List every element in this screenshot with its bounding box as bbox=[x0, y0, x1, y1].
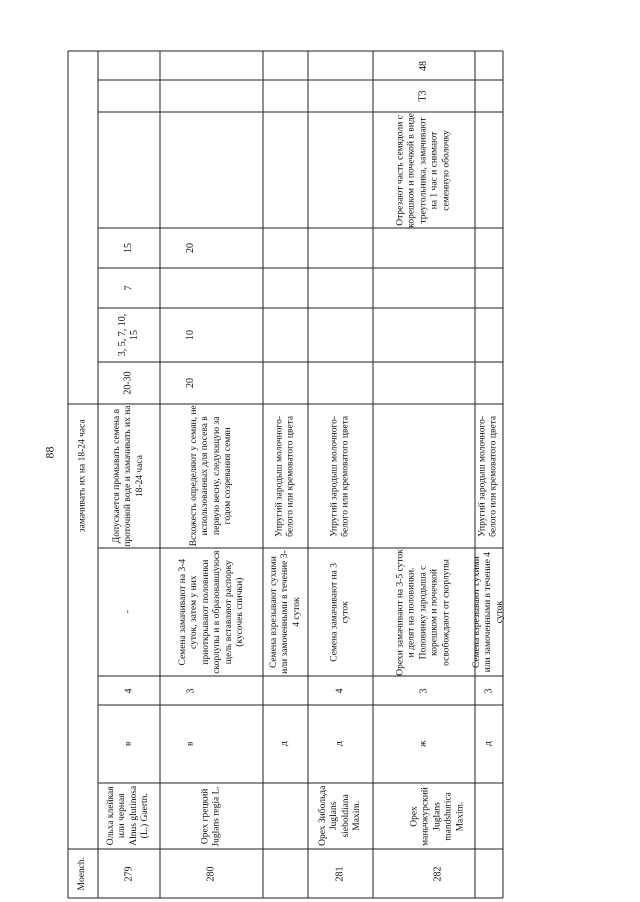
header-prep-cell: замачивать их на 18-24 часа bbox=[77, 419, 88, 533]
header-name-cell: Moench. bbox=[77, 856, 88, 891]
row-282-c10: Т3 bbox=[417, 90, 429, 102]
row-279-plant: Ольха клейкая или черная Alnus glutinosa (L.) Gaertn. bbox=[106, 786, 151, 846]
row-282-plant: Орех маньчжурский Juglans mandshurica Maxim. bbox=[409, 786, 466, 846]
row-280b-treatment: Семена взрезывают сухими или замоченными в течение 3-4 суток bbox=[268, 550, 302, 674]
row-282b-col3: 3 bbox=[483, 688, 494, 693]
row-281-treatment: Семена замачивают на 3 суток bbox=[329, 562, 351, 662]
row-282-note: Отрезают часть семядоли с корешком и почечкой в виде треугольника, замачивают на 1 час и снимают семенную оболочку bbox=[395, 112, 452, 228]
row-282b-group: д bbox=[483, 741, 494, 747]
row-281-preparation: Упругий зародыш молочного-белого или кремоватого цвета bbox=[329, 415, 351, 537]
row-279-c7: 7 bbox=[123, 285, 134, 291]
row-280-c8: 20 bbox=[185, 243, 196, 253]
row-282-id: 282 bbox=[432, 866, 443, 881]
row-279-c8: 15 bbox=[123, 243, 134, 253]
row-281-id: 281 bbox=[334, 866, 346, 881]
row-279-days: 3, 5, 7, 10, 15 bbox=[117, 313, 140, 357]
row-280-days: 10 bbox=[185, 330, 196, 340]
row-282b-preparation: Упругий зародыш молочного-белого или кремоватого цвета bbox=[477, 415, 499, 537]
row-282-col3: 3 bbox=[418, 688, 429, 693]
row-282-treatment: Орехи замачивают на 3-5 суток и делят на половинки. Половинку зародыша с корешком и почечкой освобождают от скорлупы bbox=[395, 548, 452, 676]
row-280-id: 280 bbox=[205, 866, 217, 881]
row-281-plant: Орех Зибольда Juglans sieboldiana Maxim. bbox=[317, 785, 362, 847]
row-279-temp: 20-30 bbox=[123, 371, 134, 395]
row-280b-group: д bbox=[279, 741, 290, 747]
row-279-col3: 4 bbox=[123, 688, 134, 693]
row-279-treatment: - bbox=[123, 610, 134, 614]
row-280-plant: Орех грецкий Juglans regia L. bbox=[200, 785, 222, 847]
row-279-id: 279 bbox=[123, 866, 134, 881]
row-282-group: ж bbox=[418, 740, 429, 748]
row-281-col3: 4 bbox=[334, 688, 346, 693]
row-280b-preparation: Упругий зародыш молочного-белого или кремоватого цвета bbox=[274, 415, 296, 537]
row-281-group: д bbox=[334, 741, 345, 747]
row-280-preparation: Всхожесть определяют у семян, не использованных для посева в первую весну, следующую за годом созревания семян bbox=[188, 405, 233, 547]
row-280-treatment: Семена замачивают на 3-4 суток, затем у них приоткрывают половинки скорлупы и в образовавшуюся щель вставляют распорку (кусочек спички) bbox=[177, 550, 245, 674]
row-280-temp: 20 bbox=[185, 378, 196, 388]
row-282b-treatment: Семена взрезывают сухими или замоченными в течение 4 суток bbox=[471, 551, 505, 673]
row-279-group: в bbox=[123, 741, 134, 747]
row-279-preparation: Допускается промывать семена в проточной воде и замачивать их на 18-24 часа bbox=[111, 405, 145, 547]
page-number: 88 bbox=[42, 446, 57, 458]
row-280-col3: 3 bbox=[185, 688, 196, 693]
row-282-c11: 48 bbox=[418, 60, 429, 71]
row-280-group: в bbox=[185, 741, 196, 747]
